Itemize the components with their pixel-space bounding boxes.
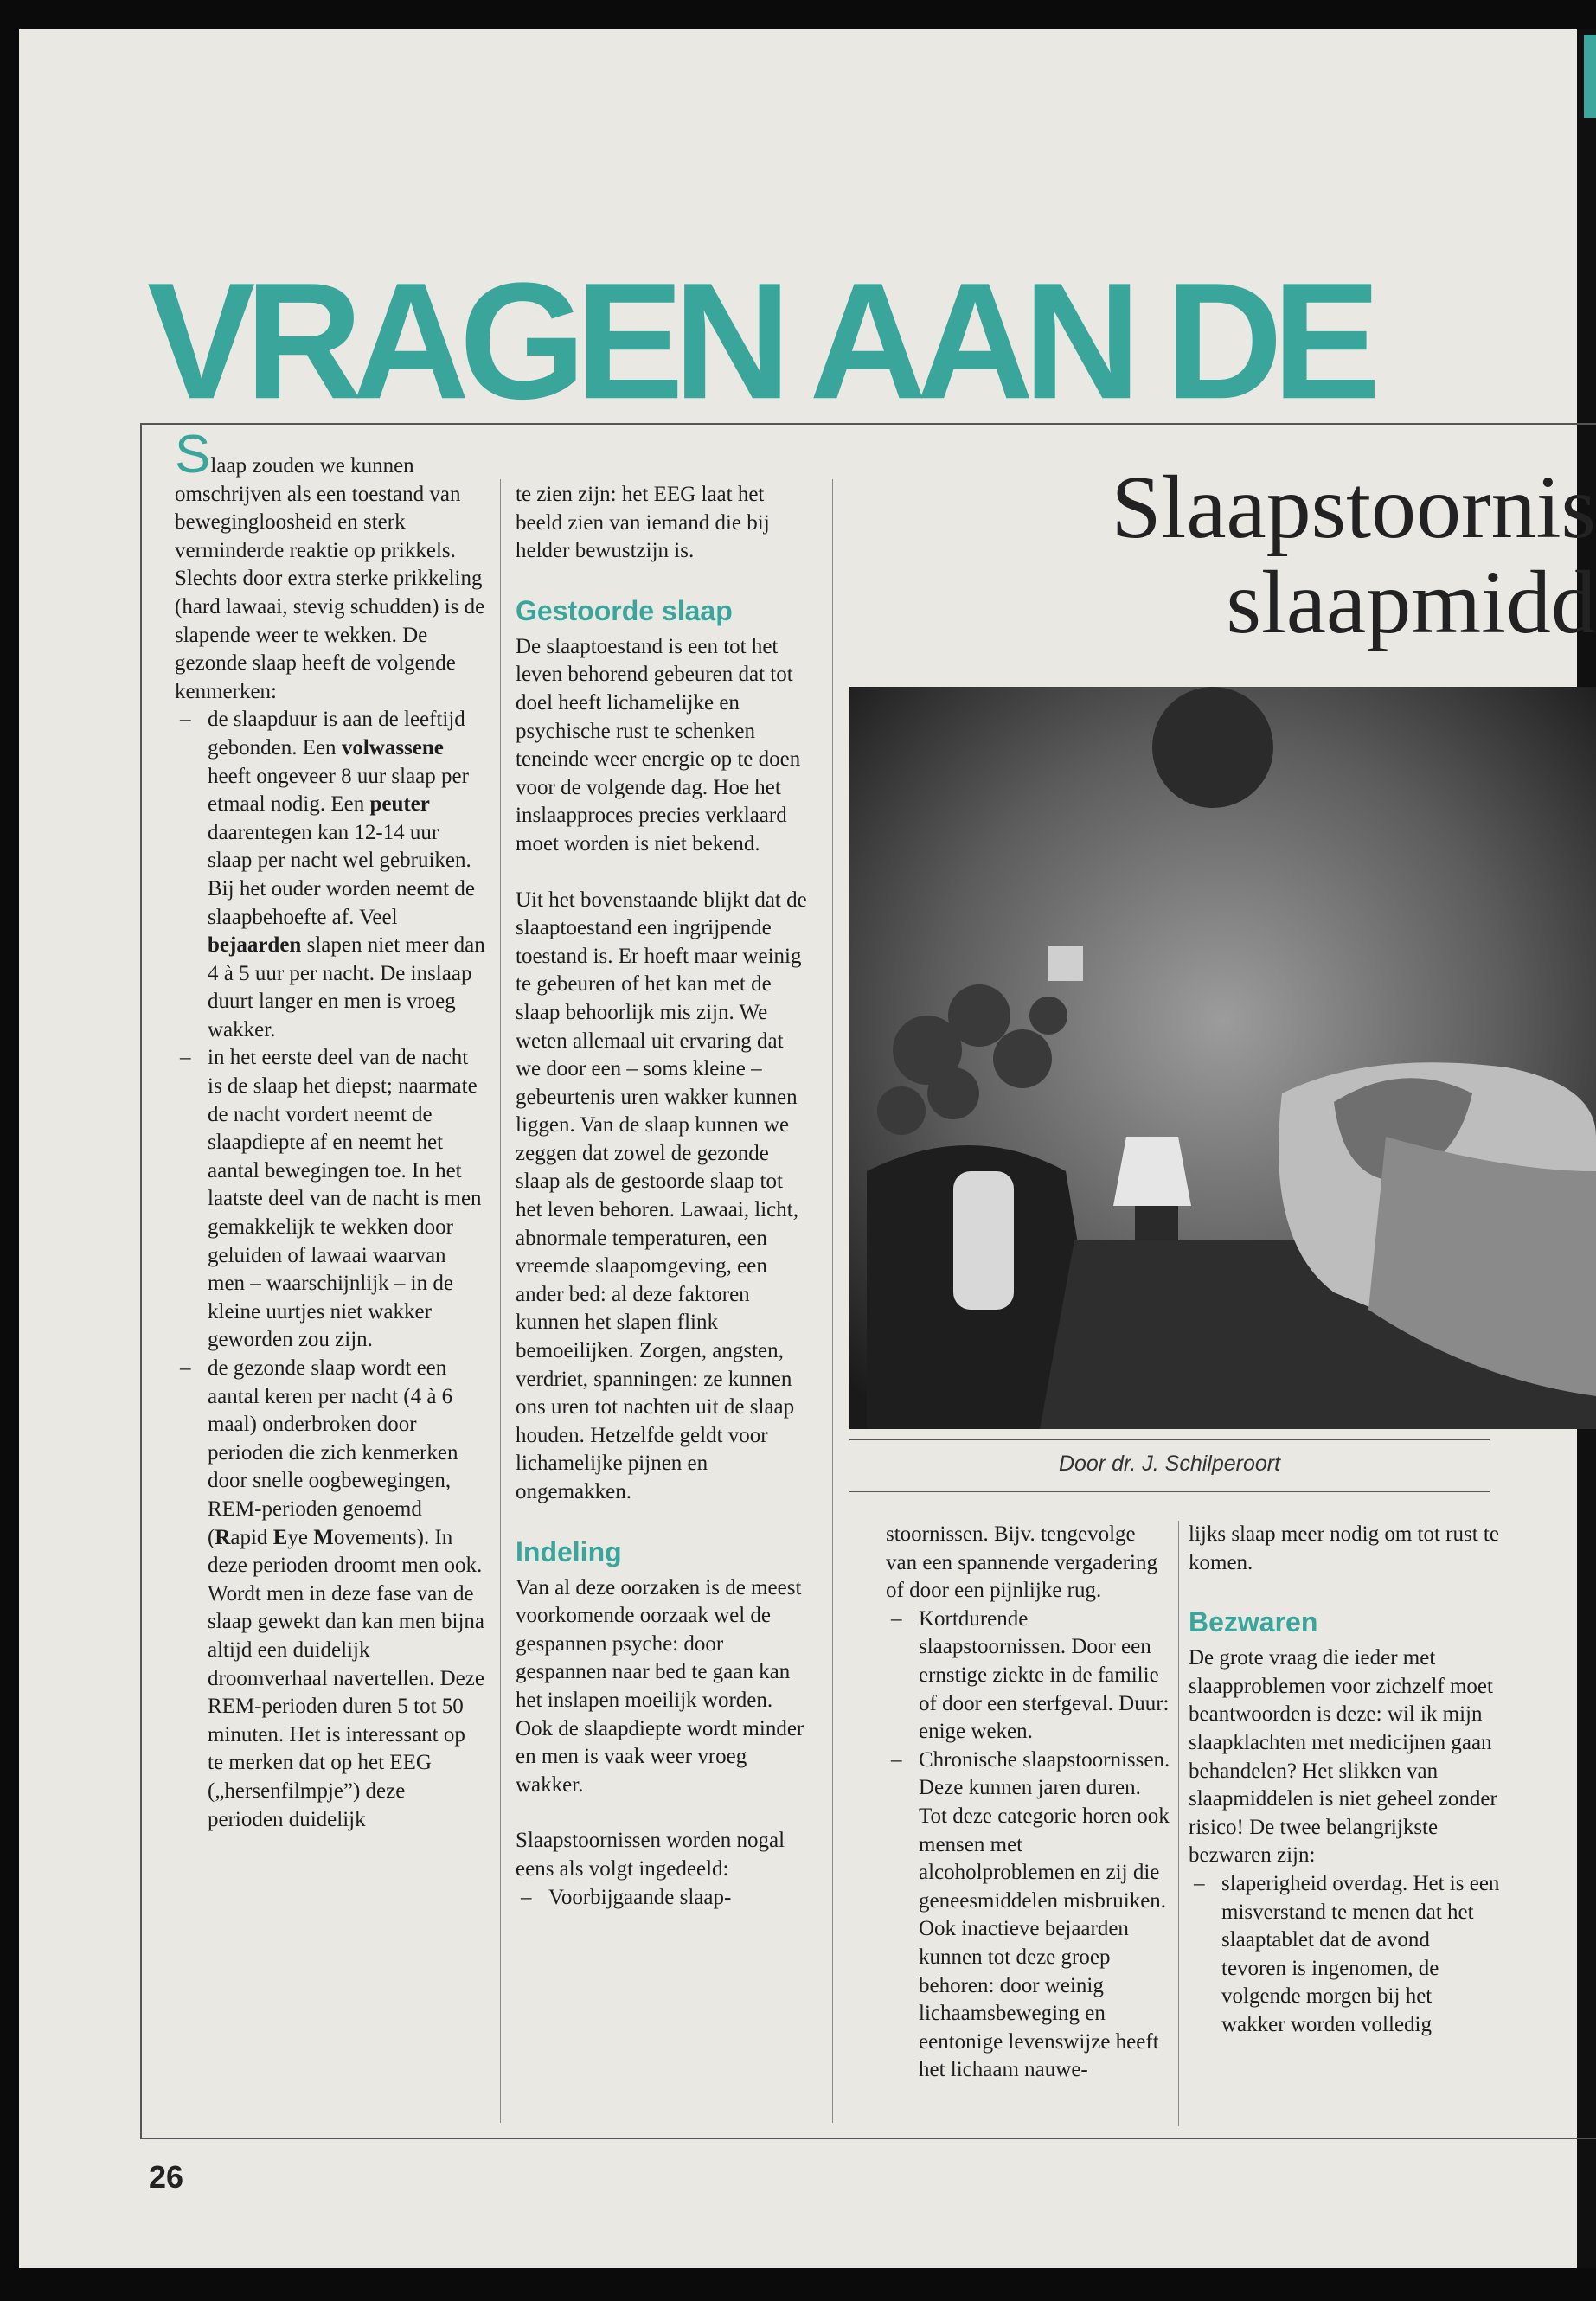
paragraph: Uit het bovenstaande blijkt dat de slaaptoestand een ingrijpende toestand is. Er hoeft maar weinig te gebeuren of het kan met de slaap behoorlijk mis zijn. We weten allemaal uit ervaring dat we door een – soms kleine – gebeurtenis uren wakker kunnen liggen. Van de slaap kunnen we zeggen dat zowel de gezonde slaap als de gestoorde slaap tot het leven behoren. Lawaai, licht, abnormale temperaturen, een vreemde slaapomgeving, een ander bed: al deze faktoren kunnen het slapen flink bemoeilijken. Zorgen, angsten, verdriet, spanningen: ze kunnen ons uren tot nachten uit de slaap houden. Hetzelfde geldt voor lichamelijke pijnen en ongemakken. [516, 888, 807, 1503]
page-title: VRAGEN AAN DE [147, 247, 1371, 434]
headline-line-1: Slaapstoornis [1111, 460, 1596, 557]
list-item: – slaperigheid overdag. Het is een misverstand te menen dat het slaaptablet dat de avond tevoren is ingenomen, de volgende morgen bij het wakker worden volledig [1194, 1871, 1500, 2036]
byline: Door dr. J. Schilperoort [1058, 1452, 1281, 1476]
list-item: – de slaapduur is aan de leeftijd gebonden. Een volwassene heeft ongeveer 8 uur slaap per etmaal nodig. Een peuter daarentegen kan 12-14 uur slaap per nacht wel gebruiken. Bij het ouder worden neemt de slaapbehoefte af. Veel bejaarden slapen niet meer dan 4 à 5 uur per nacht. De inslaap duurt langer en men is vroeg wakker. [180, 708, 485, 1042]
article-headline [835, 460, 1596, 651]
column-rule [500, 479, 501, 2123]
page-number: 26 [149, 2159, 184, 2195]
subheading-indeling: Indeling [516, 1535, 622, 1567]
bedroom-photo-icon [849, 687, 1596, 1429]
list-item: – in het eerste deel van de nacht is de slaap het diepst; naarmate de nacht vordert neemt de slaapdiepte af en neemt het aantal bewegingen toe. In het laatste deel van de nacht is men gemakkelijk te wekken door geluiden of lawaai waarvan men – waarschijnlijk – in de kleine uurtjes niet wakker geworden zou zijn. [180, 1046, 482, 1352]
paragraph: De slaaptoestand is een tot het leven behorend gebeuren dat tot doel heeft lichamelijke en psychische rust te schenken teneinde weer energie op te doen voor de volgende dag. Hoe het inslaapproces precies verklaard moet worden is niet bekend. [516, 634, 801, 856]
article-column-4 [1189, 1521, 1500, 2040]
headline-line-2: slaapmidd [1226, 553, 1596, 651]
subheading-gestoorde-slaap: Gestoorde slaap [516, 594, 733, 626]
bedroom-photo [849, 687, 1596, 1429]
paragraph: lijks slaap meer nodig om tot rust te komen. [1189, 1522, 1499, 1574]
column-rule [832, 479, 833, 2123]
paragraph: te zien zijn: het EEG laat het beeld zien van iemand die bij helder bewustzijn is. [516, 483, 770, 563]
list-item: – de gezonde slaap wordt een aantal keren per nacht (4 à 6 maal) onderbroken door perioden die zich kenmerken door snelle oogbewegingen, REM-perioden genoemd (Rapid Eye Movements). In deze perioden droomt men ook. Wordt men in deze fase van de slaap gewekt dan kan men bijna altijd een duidelijk droomverhaal navertellen. Deze REM-perioden duren 5 tot 50 minuten. Het is interessant op te merken dat op het EEG („hersenfilmpje”) deze perioden duidelijk [180, 1356, 485, 1831]
paragraph: stoornissen. Bijv. tengevolge van een spannende vergadering of door een pijnlijke rug. [886, 1522, 1157, 1603]
paragraph: Slaapstoornissen worden nogal eens als volgt ingedeeld: [516, 1829, 785, 1881]
article-column-1 [175, 425, 486, 1834]
subheading-bezwaren: Bezwaren [1189, 1606, 1318, 1638]
caption-rule [849, 1491, 1490, 1492]
list-item: – Voorbijgaande slaap- [521, 1885, 732, 1909]
drop-cap: S [175, 425, 211, 484]
magazine-page [19, 29, 1596, 2268]
caption-rule [849, 1439, 1490, 1440]
list-item: – Chronische slaapstoornissen. Deze kunnen jaren duren. Tot deze categorie horen ook mensen met alcoholproblemen en zij die geneesmiddelen misbruiken. Ook inactieve bejaarden kunnen tot deze groep behoren: door weinig lichaamsbeweging en eentonige levenswijze heeft het lichaam nauwe- [891, 1747, 1170, 2082]
page-edge-tab [1584, 35, 1596, 118]
intro-paragraph: Slaap zouden we kunnen omschrijven als een toestand van bewegingloosheid en sterk verminderde reaktie op prikkels. Slechts door extra sterke prikkeling (hard lawaai, stevig schudden) is de slapende weer te wekken. De gezonde slaap heeft de volgende kenmerken: [175, 425, 485, 703]
article-column-3 [886, 1521, 1171, 2085]
paragraph: De grote vraag die ieder met slaapproblemen voor zichzelf moet beantwoorden is deze: wil ik mijn slaapklachten met medicijnen gaan behandelen? Het slikken van slaapmiddelen is niet geheel zonder risico! De twee belangrijkste bezwaren zijn: [1189, 1646, 1497, 1868]
paragraph: Van al deze oorzaken is de meest voorkomende oorzaak wel de gespannen psyche: door gespannen naar bed te gaan kan het inslapen moeilijk worden. Ook de slaapdiepte wordt minder en men is vaak weer vroeg wakker. [516, 1575, 804, 1797]
article-column-2 [516, 481, 810, 1912]
list-item: – Kortdurende slaapstoornissen. Door een ernstige ziekte in de familie of door een sterfgeval. Duur: enige weken. [891, 1606, 1170, 1744]
column-rule [1178, 1521, 1179, 2126]
